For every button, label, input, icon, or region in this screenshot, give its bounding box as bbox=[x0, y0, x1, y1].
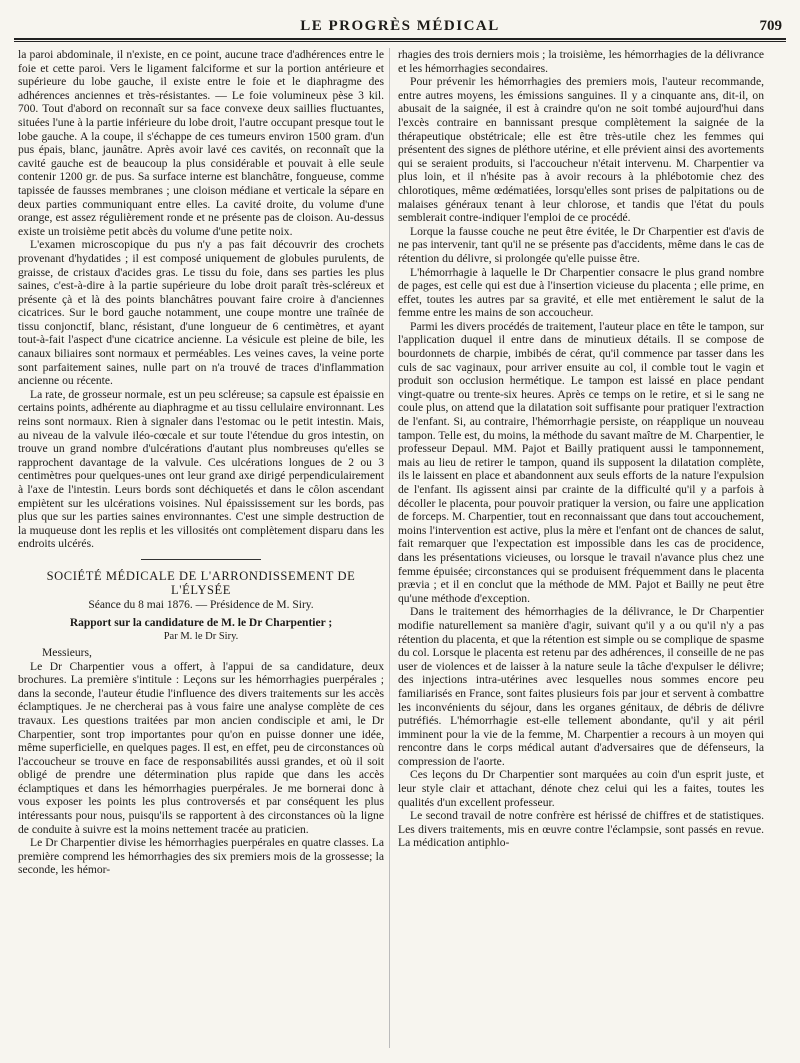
paragraph: Dans le traitement des hémorrhagies de la délivrance, le Dr Charpentier modifie naturellement sa manière d'agir, suivant qu'il y a ou qu'il n'y a pas rétention du placenta, et que la rétention est simple ou se complique de spasme du col. Lorsque le placenta est retenu par des adhérences, il conseille de ne pas user de violences et de laisser à la nature seule la tâche d'expulser le délivre; des injections intra-utérines avec lesquelles nous sommes encore peu familiarisés en France, sont faites plusieurs fois par jour et servent à combattre les inconvénients du séjour, dans les organes génitaux, de débris de délivre putréfiés. L'hémorrhagie est-elle tellement abondante, qu'il y ait péril imminent pour la vie de la femme, M. Charpentier a recours à un moyen qui rencontre dans le corps médical autant d'adversaires que de défenseurs, la compression de l'aorte. bbox=[398, 605, 764, 768]
paragraph: L'examen microscopique du pus n'y a pas fait découvrir des crochets provenant d'hydatides ; il est composé uniquement de globules purulents, de graisse, de cristaux d'acides gras. Le tissu du foie, dans ses parties les plus saines, c'est-à-dire à la partie supérieure du lobe droit paraît très-scléreux et présente çà et là des points blanchâtres pouvant faire croire à d'anciennes cicatrices. Sur le bord gauche notamment, une coupe montre une traînée de tissu conjonctif, blanc, résistant, d'une longueur de 6 centimètres, et ayant tout-à-fait l'aspect d'une cicatrice ancienne. La vésicule est pleine de bile, les canaux biliaires sont normaux et perméables. Les veines caves, la veine porte sont parfaitement saines, nulle part on n'a trouvé de traces d'inflammation ancienne ou récente. bbox=[18, 238, 384, 388]
section-title: SOCIÉTÉ MÉDICALE DE L'ARRONDISSEMENT DE L'ÉLYSÉE bbox=[46, 568, 356, 597]
paragraph: L'hémorrhagie à laquelle le Dr Charpentier consacre le plus grand nombre de pages, est celle qui est due à l'insertion vicieuse du placenta ; elle prime, en effet, toutes les autres par sa gravité, et elle met entièrement le salut de la femme entre les mains de son accoucheur. bbox=[398, 265, 764, 320]
paragraph: Parmi les divers procédés de traitement, l'auteur place en tête le tampon, sur l'application duquel il entre dans de minutieux détails. Il se compose de bourdonnets de charpie, imbibés de cérat, qu'il commence par tasser dans les culs de sac vaginaux, pour arriver ensuite au col, il comble tout le vagin et produit son occlusion hermétique. Le tampon est laissé en place pendant vingt-quatre ou trente-six heures. Après ce temps on le retire, et si le sang ne coule plus, on attend que la dilatation soit suffisante pour pratiquer l'extraction de l'enfant. Si, au contraire, l'hémorrhagie persiste, on réapplique un nouveau tampon. Telle est, du moins, la méthode du savant maître de M. Charpentier, le professeur Depaul. MM. Pajot et Bailly pratiquent aussi le tamponnement, mais au lieu de retirer le tampon, quand ils supposent la dilatation complète, ils le laissent en place et abandonnent aux seuls efforts de la nature l'expulsion de l'enfant. Ils agissent ainsi par crainte de la difficulté qu'il y a parfois à décoller le placenta, pour pouvoir pratiquer la version, ou faire une application de forceps. M. Charpentier, tout en reconnaissant que dans tout accouchement, moins l'intervention est active, plus la mère et l'enfant ont de chances de salut, fait remarquer que l'expectation est impossible dans les cas de procidence, dans les présentations vicieuses, ou lorsque le travail n'avance plus chez une femme épuisée; circonstances qui se produisent fréquemment dans le placenta prævia ; et il en conclut que la méthode de MM. Pajot et Bailly ne peut être qu'une méthode d'exception. bbox=[398, 319, 764, 605]
salutation: Messieurs, bbox=[42, 645, 92, 659]
paragraph: Le second travail de notre confrère est hérissé de chiffres et de statistiques. Les divers traitements, mis en œuvre contre l'éclampsie, sont passés en revue. La médication antiphlo- bbox=[398, 809, 764, 850]
paragraph: Le Dr Charpentier vous a offert, à l'appui de sa candidature, deux brochures. La première s'intitule : Leçons sur les hémorrhagies puerpérales ; dans la seconde, l'auteur étudie l'influence des divers traitements sur les accès éclamptiques. Je ne chercherai pas à vous faire une analyse complète de ces travaux. Les questions traitées par mon ancien condisciple et ami, le Dr Charpentier, sont trop importantes pour qu'on en puisse donner une idée, même superficielle, en quelques pages. Il est, en effet, peu de circonstances où l'accoucheur se trouve en face de responsabilités aussi grandes, et où il soit obligé de prendre une détermination plus rapide que dans les accès éclamptiques et dans les hémorrhagies puerpérales. Je me bornerai donc à vous exposer les points les plus controversés et par conséquent les plus intéressants pour nous, puisqu'ils se rapportent à des circonstances où la ligne de conduite à suivre est la moins nettement tracée au praticien. bbox=[18, 659, 384, 836]
paragraph: Pour prévenir les hémorrhagies des premiers mois, l'auteur recommande, entre autres moyens, les émissions sanguines. Il y a cinquante ans, dit-il, on abusait de la saignée, il est à craindre qu'on ne soit tombé aujourd'hui dans l'excès contraire en bannissant presque complètement la saignée de la thérapeutique obstétricale; elle est être très-utile chez les femmes qui présentent des signes de pléthore utérine, et elle prévient ainsi des avortements qui se seraient produits, si l'accoucheur n'était intervenu. M. Charpentier va plus loin, et il n'hésite pas à avoir recours à la phlébotomie chez des chlorotiques, même œdématiées, lorsqu'elles sont prises de palpitations ou de malaises généraux tenant à leur chlorose, et tandis que l'état du pouls semblerait contre-indiquer l'emploi de ce procédé. bbox=[398, 75, 764, 225]
paragraph: La rate, de grosseur normale, est un peu scléreuse; sa capsule est épaissie en certains points, adhérente au diaphragme et au tissu cellulaire environnant. Les reins sont normaux. Rien à signaler dans l'estomac ou le petit intestin. Mais, au niveau de la valvule iléo-cœcale et sur toute l'étendue du gros intestin, on trouve un grand nombre d'ulcérations d'autant plus nombreuses qu'elles se rapprochent davantage de la valvule. Ces ulcérations longues de 2 ou 3 centimètres pour quelques-unes ont leur grand axe dirigé perpendiculairement à l'axe de l'intestin. Leurs bords sont déchiquetés et dans le côlon ascendant empiètent sur les ulcérations voisines. Nul épaississement sur les bords, pas plus que sur les parties saines environnantes. C'est une simple destruction de la muqueuse dont les replis et les villosités ont complètement disparu dans les endroits ulcérés. bbox=[18, 387, 384, 551]
left-column bbox=[18, 48, 384, 1052]
section-divider bbox=[141, 559, 261, 560]
paragraph: Le Dr Charpentier divise les hémorrhagies puerpérales en quatre classes. La première comprend les hémorrhagies des six premiers mois de la grossesse; la seconde, les hémor- bbox=[18, 836, 384, 877]
report-title: Rapport sur la candidature de M. le Dr Charpentier ; bbox=[69, 616, 333, 629]
paragraph: Ces leçons du Dr Charpentier sont marquées au coin d'un esprit juste, et leur style clair et attachant, dénote chez celui qui les a faites, toutes les qualités d'un excellent professeur. bbox=[398, 768, 764, 809]
paragraph: rhagies des trois derniers mois ; la troisième, les hémorrhagies de la délivrance et les hémorrhagies secondaires. bbox=[398, 48, 764, 75]
report-author: Par M. le Dr Siry. bbox=[163, 631, 239, 643]
header-rule bbox=[14, 38, 786, 40]
paragraph: la paroi abdominale, il n'existe, en ce point, aucune trace d'adhérences entre le foie et cette paroi. Vers le ligament falciforme et sur la portion antérieure et supérieure du lobe gauche, il existe entre le foie et le diaphragme des adhérences anciennes et très-résistantes. — Le foie volumineux pèse 3 kil. 700. Tout d'abord on reconnaît sur sa face convexe deux saillies fluctuantes, situées l'une à la partie inférieure du lobe droit, l'autre occupant presque tout le lobe gauche. A la coupe, il s'échappe de ces tumeurs environ 1500 gram. d'un pus épais, blanc, jaunâtre. Après avoir lavé ces cavités, on reconnaît que la cavité gauche est de beaucoup la plus considérable et pouvait à elle seule contenir 1200 gr. de pus. Sa surface interne est blanchâtre, fongueuse, comme tapissée de fausses membranes ; une cloison médiane et verticale la sépare en deux parties communiquant entre elles. La cavité droite, du volume d'une orange, est assez régulièrement ronde et ne présente pas de cloison. Au-dessus existe un troisième petit abcès du volume d'une petite noix. bbox=[18, 48, 384, 238]
column-divider bbox=[389, 48, 390, 1048]
paragraph: Lorque la fausse couche ne peut être évitée, le Dr Charpentier est d'avis de ne pas intervenir, tant qu'il ne se présente pas d'accidents, même dans le cas de rétention du délivre, si prolongée qu'elle puisse être. bbox=[398, 224, 764, 265]
session-line: Séance du 8 mai 1876. — Présidence de M. Siry. bbox=[88, 599, 314, 612]
right-column bbox=[398, 48, 764, 1052]
running-head: LE PROGRÈS MÉDICAL bbox=[300, 18, 500, 34]
header-rule-thin bbox=[14, 41, 786, 42]
page-number: 709 bbox=[759, 18, 782, 34]
